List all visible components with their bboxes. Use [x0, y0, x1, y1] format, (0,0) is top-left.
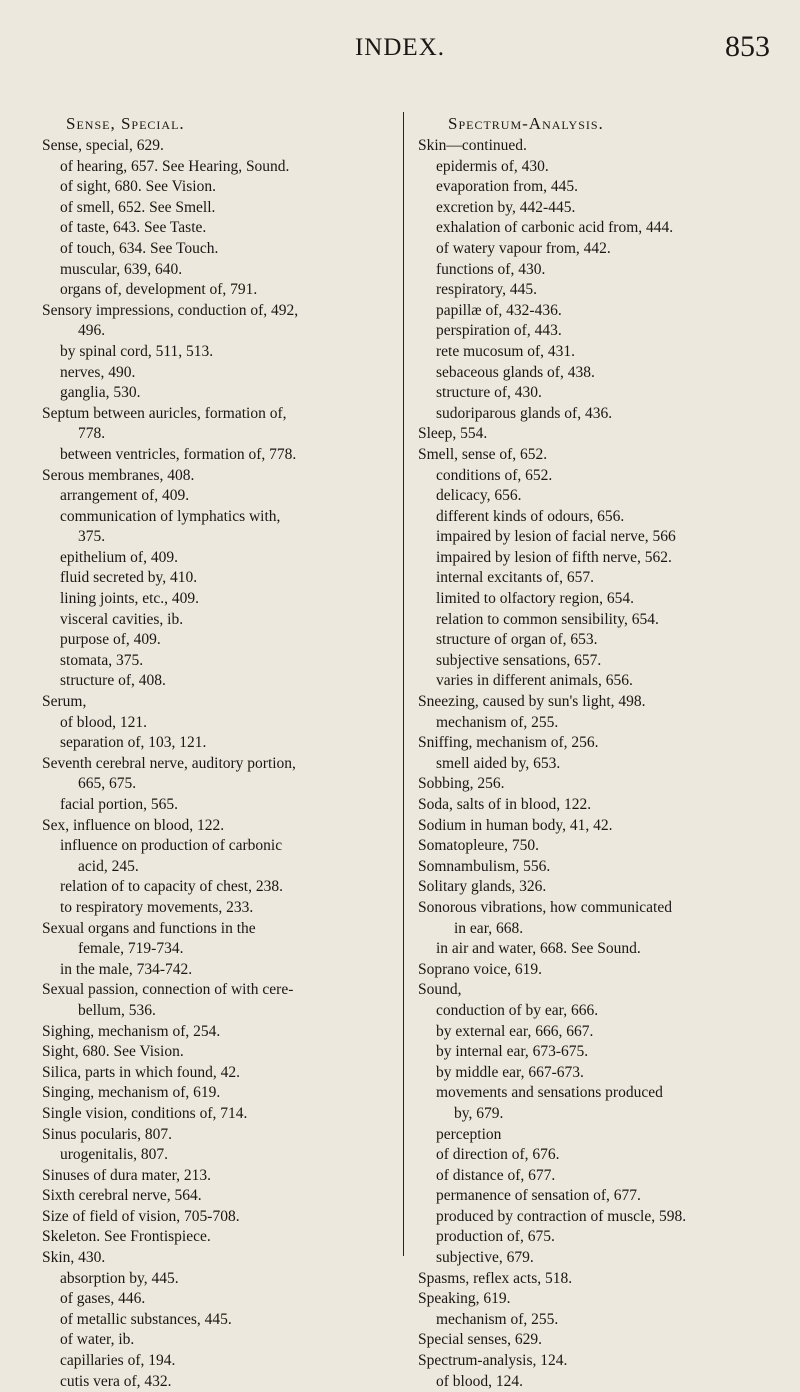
index-entry: rete mucosum of, 431.: [436, 342, 576, 360]
index-entry: excretion by, 442-445.: [436, 198, 576, 216]
index-entry: of touch, 634. See Touch.: [60, 239, 219, 257]
index-entry: produced by contraction of muscle, 598.: [436, 1207, 687, 1225]
index-entry: of blood, 121.: [60, 713, 147, 731]
index-entry: epidermis of, 430.: [436, 157, 549, 175]
index-entry: of sight, 680. See Vision.: [60, 178, 216, 196]
index-entry: Sobbing, 256.: [418, 775, 505, 793]
index-entry: impaired by lesion of fifth nerve, 562.: [436, 548, 672, 566]
index-entry: 778.: [78, 425, 106, 443]
index-entry: Special senses, 629.: [418, 1331, 542, 1349]
index-entry: structure of, 408.: [60, 672, 166, 690]
index-entry: Sinus pocularis, 807.: [42, 1125, 173, 1143]
index-entry: of blood, 124.: [436, 1372, 523, 1390]
index-entry: of hearing, 657. See Hearing, Sound.: [60, 157, 290, 175]
index-entry: separation of, 103, 121.: [60, 734, 207, 752]
index-entry: subjective sensations, 657.: [436, 651, 602, 669]
index-entry: conduction of by ear, 666.: [436, 1001, 599, 1019]
index-entry: Solitary glands, 326.: [418, 878, 547, 896]
index-entry: varies in different animals, 656.: [436, 672, 633, 690]
index-column-right: [418, 112, 783, 1392]
index-entry: perspiration of, 443.: [436, 322, 562, 340]
index-entry: epithelium of, 409.: [60, 548, 178, 566]
index-entry: movements and sensations produced: [436, 1084, 663, 1102]
index-entry: production of, 675.: [436, 1228, 555, 1246]
index-entry: cutis vera of, 432.: [60, 1372, 172, 1390]
index-entry: Sight, 680. See Vision.: [42, 1043, 184, 1061]
index-entry: by spinal cord, 511, 513.: [60, 342, 214, 360]
index-entry: purpose of, 409.: [60, 631, 161, 649]
index-entry: Sound,: [418, 981, 462, 999]
index-entry: to respiratory movements, 233.: [60, 898, 254, 916]
index-entry: Sexual passion, connection of with cere-: [42, 981, 294, 999]
index-entry: by, 679.: [454, 1104, 504, 1122]
index-entry: structure of, 430.: [436, 384, 542, 402]
index-entry: Singing, mechanism of, 619.: [42, 1084, 221, 1102]
index-entry: sudoriparous glands of, 436.: [436, 404, 613, 422]
index-column-left: [42, 112, 407, 1392]
index-entry: Silica, parts in which found, 42.: [42, 1063, 241, 1081]
index-entry: of metallic substances, 445.: [60, 1310, 232, 1328]
index-entry: influence on production of carbonic: [60, 837, 283, 855]
running-head-right: Spectrum-Analysis.: [448, 114, 604, 133]
index-entry: Sixth cerebral nerve, 564.: [42, 1187, 202, 1205]
index-entry: Sex, influence on blood, 122.: [42, 816, 225, 834]
index-entry: Size of field of vision, 705-708.: [42, 1207, 240, 1225]
index-entry: Sonorous vibrations, how communicated: [418, 898, 672, 916]
running-head-left: Sense, Special.: [66, 114, 185, 133]
index-entry: respiratory, 445.: [436, 281, 538, 299]
index-entry: Sense, special, 629.: [42, 137, 164, 154]
index-entry: sebaceous glands of, 438.: [436, 363, 595, 381]
index-entry: in the male, 734-742.: [60, 960, 193, 978]
index-entry: Sighing, mechanism of, 254.: [42, 1022, 221, 1040]
index-entry: Single vision, conditions of, 714.: [42, 1104, 248, 1122]
index-entry: Spectrum-analysis, 124.: [418, 1352, 568, 1370]
index-entry: Somnambulism, 556.: [418, 857, 551, 875]
index-entry: smell aided by, 653.: [436, 754, 561, 772]
index-entry: 665, 675.: [78, 775, 137, 793]
index-entry: absorption by, 445.: [60, 1269, 179, 1287]
index-entry: conditions of, 652.: [436, 466, 553, 484]
index-entry: lining joints, etc., 409.: [60, 590, 200, 608]
index-entry: delicacy, 656.: [436, 487, 522, 505]
index-entry: Sneezing, caused by sun's light, 498.: [418, 693, 646, 711]
index-entry: relation of to capacity of chest, 238.: [60, 878, 283, 896]
index-entry: acid, 245.: [78, 857, 139, 875]
index-entry: urogenitalis, 807.: [60, 1146, 169, 1164]
index-entry: subjective, 679.: [436, 1249, 534, 1267]
index-entry: Sleep, 554.: [418, 425, 488, 443]
index-entry: 375.: [78, 528, 106, 546]
index-entry: Sinuses of dura mater, 213.: [42, 1166, 211, 1184]
index-entry: by internal ear, 673-675.: [436, 1043, 589, 1061]
index-entry: of direction of, 676.: [436, 1146, 560, 1164]
index-entry: in air and water, 668. See Sound.: [436, 940, 641, 958]
index-entry: in ear, 668.: [454, 919, 524, 937]
index-entry: permanence of sensation of, 677.: [436, 1187, 641, 1205]
index-entry: impaired by lesion of facial nerve, 566: [436, 528, 676, 546]
index-entry: bellum, 536.: [78, 1001, 156, 1019]
index-entry: Seventh cerebral nerve, auditory portion,: [42, 754, 296, 772]
index-entry: of watery vapour from, 442.: [436, 239, 611, 257]
index-entry: limited to olfactory region, 654.: [436, 590, 635, 608]
column-divider: [403, 112, 404, 1256]
index-entry: Soprano voice, 619.: [418, 960, 542, 978]
index-entry: ganglia, 530.: [60, 384, 141, 402]
index-entry: female, 719-734.: [78, 940, 184, 958]
index-entry: organs of, development of, 791.: [60, 281, 258, 299]
index-entry: Speaking, 619.: [418, 1290, 511, 1308]
index-entry: relation to common sensibility, 654.: [436, 610, 659, 628]
index-entry: mechanism of, 255.: [436, 713, 559, 731]
index-entry: by middle ear, 667-673.: [436, 1063, 584, 1081]
index-entry: Skeleton. See Frontispiece.: [42, 1228, 211, 1246]
index-entry: muscular, 639, 640.: [60, 260, 183, 278]
index-entry: communication of lymphatics with,: [60, 507, 281, 525]
index-entry: of gases, 446.: [60, 1290, 146, 1308]
index-entry: capillaries of, 194.: [60, 1352, 176, 1370]
index-entry: Serum,: [42, 693, 87, 711]
index-entry: facial portion, 565.: [60, 796, 178, 813]
index-entry: visceral cavities, ib.: [60, 610, 184, 628]
index-entry: Somatopleure, 750.: [418, 837, 539, 855]
index-entries-left: [42, 136, 407, 1392]
index-entry: of water, ib.: [60, 1331, 135, 1349]
index-entry: Skin, 430.: [42, 1249, 106, 1267]
index-entry: arrangement of, 409.: [60, 487, 190, 505]
index-entry: 496.: [78, 322, 106, 340]
index-entries-right: [418, 136, 783, 1392]
index-entry: Smell, sense of, 652.: [418, 445, 548, 463]
index-entry: of taste, 643. See Taste.: [60, 219, 207, 237]
index-entry: Sensory impressions, conduction of, 492,: [42, 301, 299, 319]
index-entry: Soda, salts of in blood, 122.: [418, 796, 592, 813]
index-entry: exhalation of carbonic acid from, 444.: [436, 219, 674, 237]
index-entry: Spasms, reflex acts, 518.: [418, 1269, 573, 1287]
index-entry: Sodium in human body, 41, 42.: [418, 816, 613, 834]
index-entry: mechanism of, 255.: [436, 1310, 559, 1328]
index-entry: Septum between auricles, formation of,: [42, 404, 287, 422]
index-entry: papillæ of, 432-436.: [436, 301, 562, 319]
index-entry: Sniffing, mechanism of, 256.: [418, 734, 599, 752]
page-number: 853: [725, 30, 770, 63]
page-title: INDEX.: [354, 34, 445, 61]
page-header: [0, 22, 800, 66]
index-entry: of smell, 652. See Smell.: [60, 198, 216, 216]
index-entry: structure of organ of, 653.: [436, 631, 598, 649]
index-entry: Sexual organs and functions in the: [42, 919, 256, 937]
index-entry: evaporation from, 445.: [436, 178, 579, 196]
index-entry: functions of, 430.: [436, 260, 546, 278]
index-entry: fluid secreted by, 410.: [60, 569, 198, 587]
index-entry: internal excitants of, 657.: [436, 569, 594, 587]
index-entry: Skin—continued.: [418, 137, 527, 154]
index-entry: between ventricles, formation of, 778.: [60, 445, 297, 463]
index-entry: Serous membranes, 408.: [42, 466, 195, 484]
index-entry: of distance of, 677.: [436, 1166, 556, 1184]
index-entry: different kinds of odours, 656.: [436, 507, 625, 525]
index-entry: perception: [436, 1125, 502, 1143]
index-entry: stomata, 375.: [60, 651, 144, 669]
index-entry: by external ear, 666, 667.: [436, 1022, 594, 1040]
index-entry: nerves, 490.: [60, 363, 136, 381]
